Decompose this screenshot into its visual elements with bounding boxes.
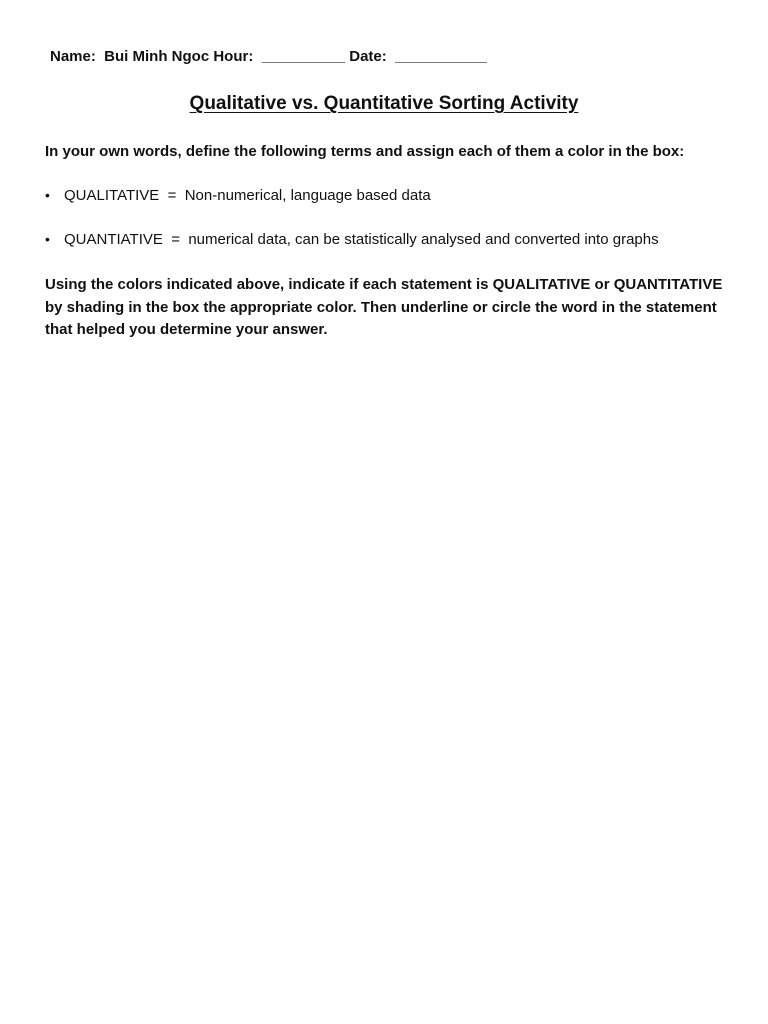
- bullet-icon: •: [45, 231, 50, 247]
- page-title: Qualitative vs. Quantitative Sorting Activity: [189, 93, 579, 114]
- bullet-icon: •: [45, 187, 50, 203]
- definition-text: QUALITATIVE = Non-numerical, language based data: [64, 187, 431, 204]
- directions-paragraph: Using the colors indicated above, indicate if each statement is QUALITATIVE or QUANTITATIVE by shading in the box the appropriate color. Then underline or circle the word in the statement that helped you determine your answer.: [45, 276, 723, 338]
- definition-quantitative: [45, 231, 659, 248]
- instructions-text: In your own words, define the following terms and assign each of them a color in the box:: [45, 143, 685, 160]
- definition-text: QUANTIATIVE = numerical data, can be statistically analysed and converted into graphs: [64, 231, 659, 248]
- name-hour-date-line: Name: Bui Minh Ngoc Hour: __________ Date: ___________: [50, 48, 487, 65]
- definition-qualitative: [45, 187, 431, 204]
